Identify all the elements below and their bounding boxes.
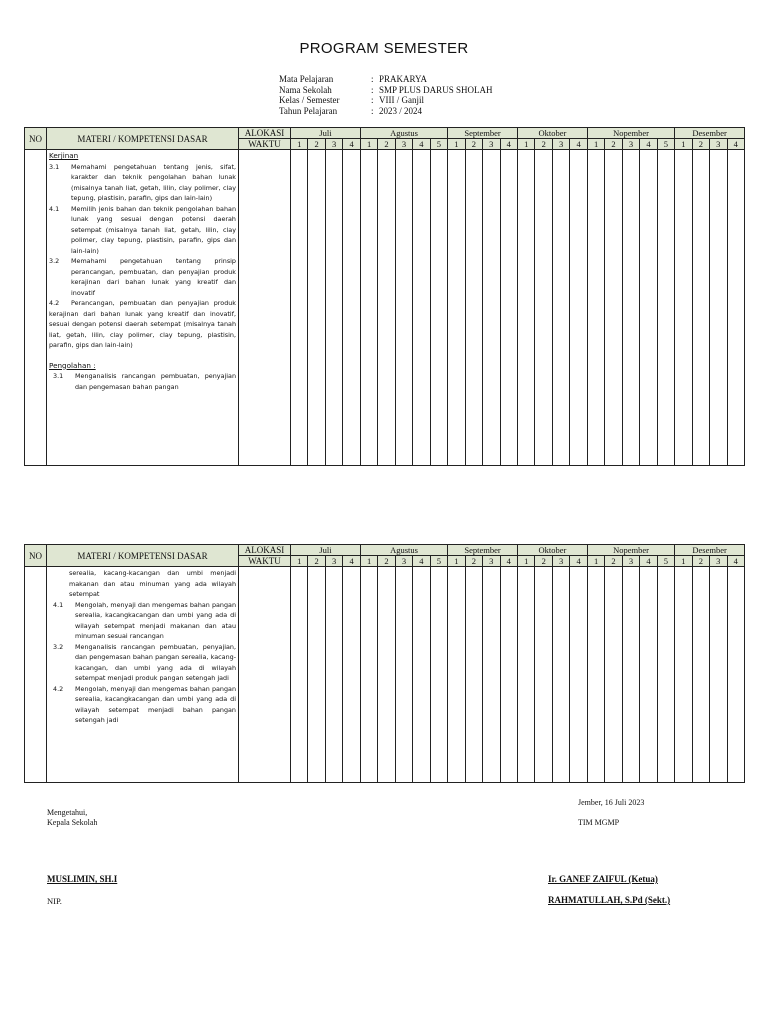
week-cell bbox=[291, 150, 308, 466]
kd-item: 3.1 Menganalisis rancangan pembuatan, penyajian dan pengemasan bahan pangan bbox=[53, 372, 236, 391]
week-cell bbox=[587, 150, 604, 466]
week-header: 3 bbox=[483, 556, 500, 567]
week-cell bbox=[675, 150, 692, 466]
week-cell bbox=[570, 150, 588, 466]
week-header: 2 bbox=[378, 139, 395, 150]
week-header: 4 bbox=[500, 556, 518, 567]
week-cell bbox=[413, 567, 430, 783]
no-header: NO bbox=[25, 128, 47, 150]
week-header: 3 bbox=[395, 139, 412, 150]
place-date: Jember, 16 Juli 2023 bbox=[578, 798, 645, 807]
week-header: 2 bbox=[535, 139, 552, 150]
week-cell bbox=[622, 567, 639, 783]
month-header: Desember bbox=[675, 128, 745, 139]
team-secretary-name: RAHMATULLAH, S.Pd (Sekt.) bbox=[548, 895, 671, 905]
principal-nip: NIP. bbox=[47, 896, 62, 906]
month-header: Oktober bbox=[518, 128, 588, 139]
week-header: 5 bbox=[430, 139, 448, 150]
week-header: 3 bbox=[622, 556, 639, 567]
week-header: 2 bbox=[535, 556, 552, 567]
kd-item: 3.1 Memahami pengetahuan tentang jenis, sifat, karakter dan teknik pengolahan bahan lunak (misalnya tanah liat, getah, lilin, clay polimer, clay tepung, plastisin, parafin, gips dan lain-lain) bbox=[49, 162, 236, 202]
materi-cell bbox=[47, 567, 239, 783]
week-header: 3 bbox=[710, 556, 727, 567]
week-header: 3 bbox=[325, 139, 342, 150]
table-row bbox=[25, 150, 745, 466]
week-cell bbox=[308, 150, 325, 466]
week-header: 5 bbox=[657, 556, 674, 567]
materi-header: MATERI / KOMPETENSI DASAR bbox=[47, 128, 239, 150]
week-cell bbox=[395, 150, 412, 466]
team-leader-name: Ir. GANEF ZAIFUL (Ketua) bbox=[548, 874, 658, 884]
week-header: 4 bbox=[413, 556, 430, 567]
week-header: 4 bbox=[570, 556, 588, 567]
week-header: 1 bbox=[518, 139, 535, 150]
week-cell bbox=[448, 567, 465, 783]
week-header: 2 bbox=[692, 556, 709, 567]
week-cell bbox=[413, 150, 430, 466]
week-header: 4 bbox=[343, 139, 360, 150]
kd-item: 4.2 Perancangan, pembuatan dan penyajian produk kerajinan dari bahan lunak yang kreatif dan inovatif, sesuai dengan potensi daerah setempat (misalnya tanah liat, getah, lilin, clay polimer, clay tepung, plastisin, parafin, gips dan lain-lain) bbox=[49, 299, 236, 349]
week-cell bbox=[518, 567, 535, 783]
week-cell bbox=[535, 150, 552, 466]
week-cell bbox=[692, 150, 709, 466]
principal-title: Kepala Sekolah bbox=[47, 818, 98, 827]
schedule-table-page1 bbox=[24, 127, 745, 466]
week-header: 1 bbox=[675, 556, 692, 567]
week-header: 4 bbox=[500, 139, 518, 150]
month-header: Nopember bbox=[587, 545, 674, 556]
week-cell bbox=[448, 150, 465, 466]
no-cell bbox=[25, 567, 47, 783]
info-row-class: Kelas / Semester : VIII / Ganjil bbox=[279, 95, 424, 105]
week-header: 1 bbox=[448, 139, 465, 150]
week-cell bbox=[552, 150, 569, 466]
week-cell bbox=[535, 567, 552, 783]
week-header: 4 bbox=[570, 139, 588, 150]
month-header: Juli bbox=[291, 128, 361, 139]
section-heading-pengolahan: Pengolahan : bbox=[49, 360, 96, 370]
week-header: 1 bbox=[587, 139, 604, 150]
week-cell bbox=[308, 567, 325, 783]
week-header: 4 bbox=[640, 139, 657, 150]
week-header: 4 bbox=[727, 139, 744, 150]
week-cell bbox=[483, 150, 500, 466]
week-header: 3 bbox=[395, 556, 412, 567]
alokasi-header: ALOKASI bbox=[239, 128, 291, 139]
week-header: 1 bbox=[360, 139, 377, 150]
kd-item: 4.1 Memilih jenis bahan dan teknik pengolahan bahan lunak yang sesuai dengan potensi daerah setempat (misalnya tanah liat, getah, lilin, clay polimer, clay tepung, plastisin, parafin, gips dan lain-lain) bbox=[49, 204, 236, 255]
week-header: 2 bbox=[605, 556, 622, 567]
kd-item: 3.2 Memahami pengetahuan tentang prinsip perancangan, pembuatan, dan penyajian produk kerajinan dari bahan lunak yang kreatif dan inovatif bbox=[49, 257, 236, 297]
week-cell bbox=[360, 150, 377, 466]
week-cell bbox=[710, 567, 727, 783]
subject-value: PRAKARYA bbox=[379, 74, 428, 84]
document-title: PROGRAM SEMESTER bbox=[299, 40, 469, 57]
week-header: 1 bbox=[291, 556, 308, 567]
week-cell bbox=[291, 567, 308, 783]
week-cell bbox=[343, 150, 360, 466]
month-header: Juli bbox=[291, 545, 361, 556]
week-cell bbox=[605, 150, 622, 466]
week-cell bbox=[675, 567, 692, 783]
section-heading-kerajinan: Kerjinan bbox=[49, 151, 79, 160]
class-value: VIII / Ganjil bbox=[379, 95, 424, 105]
week-cell bbox=[657, 567, 674, 783]
week-cell bbox=[483, 567, 500, 783]
materi-cell bbox=[47, 150, 239, 466]
month-header: Agustus bbox=[360, 545, 447, 556]
week-header: 4 bbox=[727, 556, 744, 567]
month-header: September bbox=[448, 128, 518, 139]
waktu-header: WAKTU bbox=[239, 556, 291, 567]
month-header: Oktober bbox=[518, 545, 588, 556]
waktu-header: WAKTU bbox=[239, 139, 291, 150]
mgmp-team-title: TIM MGMP bbox=[578, 818, 620, 827]
week-cell bbox=[657, 150, 674, 466]
week-cell bbox=[430, 567, 448, 783]
school-value: SMP PLUS DARUS SHOLAH bbox=[379, 84, 493, 95]
week-cell bbox=[378, 150, 395, 466]
week-cell bbox=[378, 567, 395, 783]
subject-info bbox=[279, 74, 492, 116]
week-cell bbox=[500, 150, 518, 466]
week-header: 5 bbox=[430, 556, 448, 567]
week-cell bbox=[325, 567, 342, 783]
week-header: 3 bbox=[483, 139, 500, 150]
kd-item-continued: serealia, kacang-kacangan dan umbi menjadi makanan dan atau minuman yang ada wilayah setempat bbox=[69, 569, 236, 598]
month-header: September bbox=[448, 545, 518, 556]
alokasi-header: ALOKASI bbox=[239, 545, 291, 556]
week-header: 2 bbox=[308, 556, 325, 567]
week-cell bbox=[518, 150, 535, 466]
info-row-subject: Mata Pelajaran : PRAKARYA bbox=[279, 74, 428, 84]
week-cell bbox=[465, 567, 482, 783]
month-header: Nopember bbox=[587, 128, 674, 139]
week-header: 4 bbox=[343, 556, 360, 567]
week-cell bbox=[465, 150, 482, 466]
week-cell bbox=[343, 567, 360, 783]
month-header: Desember bbox=[675, 545, 745, 556]
kd-item: 4.2 Mengolah, menyaji dan mengemas bahan pangan serealia, kacangkacangan dan umbi yang ada di wilayah setempat menjadi bahan pangan setengah jadi bbox=[53, 684, 236, 724]
week-cell bbox=[430, 150, 448, 466]
week-cell bbox=[395, 567, 412, 783]
week-cell bbox=[605, 567, 622, 783]
week-cell bbox=[727, 567, 744, 783]
no-cell bbox=[25, 150, 47, 466]
week-cell bbox=[325, 150, 342, 466]
week-cell bbox=[360, 567, 377, 783]
week-header: 2 bbox=[465, 556, 482, 567]
alokasi-cell bbox=[239, 150, 291, 466]
year-value: 2023 / 2024 bbox=[379, 105, 423, 116]
week-header: 3 bbox=[325, 556, 342, 567]
info-row-year: Tahun Pelajaran : 2023 / 2024 bbox=[279, 105, 423, 116]
week-cell bbox=[727, 150, 744, 466]
schedule-table-page2 bbox=[24, 544, 745, 783]
week-cell bbox=[552, 567, 569, 783]
materi-header: MATERI / KOMPETENSI DASAR bbox=[47, 545, 239, 567]
no-header: NO bbox=[25, 545, 47, 567]
week-header: 1 bbox=[448, 556, 465, 567]
month-header: Agustus bbox=[360, 128, 447, 139]
week-cell bbox=[587, 567, 604, 783]
week-header: 2 bbox=[308, 139, 325, 150]
week-cell bbox=[640, 567, 657, 783]
kd-item: 4.1 Mengolah, menyaji dan mengemas bahan pangan serealia, kacangkacangan dan umbi yang ada di wilayah setempat menjadi makanan dan atau minuman sesuai rancangan bbox=[53, 600, 236, 640]
principal-name: MUSLIMIN, SH.I bbox=[47, 874, 118, 884]
acknowledged-label: Mengetahui, bbox=[47, 808, 88, 817]
week-header: 2 bbox=[378, 556, 395, 567]
week-cell bbox=[570, 567, 588, 783]
week-header: 4 bbox=[640, 556, 657, 567]
week-header: 1 bbox=[291, 139, 308, 150]
week-header: 1 bbox=[675, 139, 692, 150]
week-cell bbox=[710, 150, 727, 466]
week-cell bbox=[622, 150, 639, 466]
week-cell bbox=[640, 150, 657, 466]
week-cell bbox=[500, 567, 518, 783]
week-header: 2 bbox=[465, 139, 482, 150]
week-header: 5 bbox=[657, 139, 674, 150]
week-header: 3 bbox=[710, 139, 727, 150]
week-header: 2 bbox=[605, 139, 622, 150]
week-header: 1 bbox=[587, 556, 604, 567]
week-header: 3 bbox=[622, 139, 639, 150]
week-header: 1 bbox=[360, 556, 377, 567]
week-header: 3 bbox=[552, 139, 569, 150]
week-header: 1 bbox=[518, 556, 535, 567]
week-header: 3 bbox=[552, 556, 569, 567]
kd-item: 3.2 Menganalisis rancangan pembuatan, penyajian, dan pengemasan bahan pangan serealia, kacang-kacangan, dan umbi yang ada di wilayah setempat menjadi produk pangan setengah jadi bbox=[53, 642, 236, 682]
alokasi-cell bbox=[239, 567, 291, 783]
week-header: 2 bbox=[692, 139, 709, 150]
week-cell bbox=[692, 567, 709, 783]
table-row bbox=[25, 567, 745, 783]
info-row-school: Nama Sekolah : SMP PLUS DARUS SHOLAH bbox=[279, 84, 493, 95]
week-header: 4 bbox=[413, 139, 430, 150]
